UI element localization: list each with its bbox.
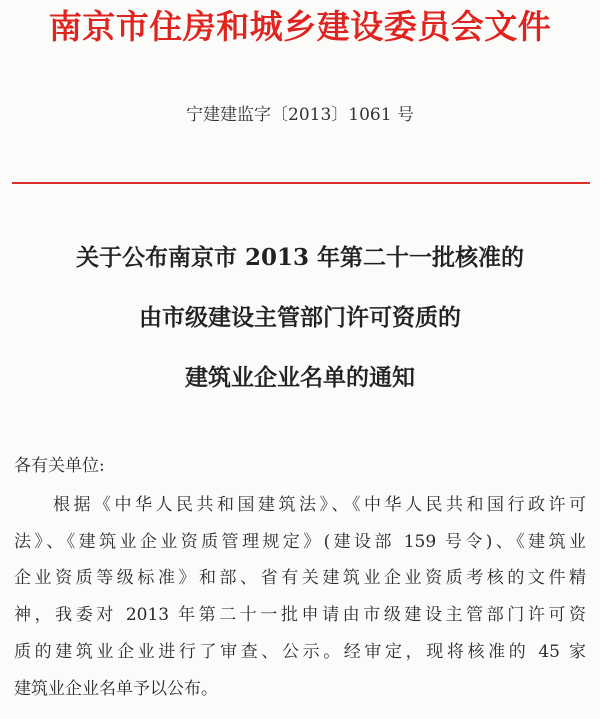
body-paragraph-line: 法》、《建筑业企业资质管理规定》(建设部 159 号令)、《建筑业 <box>14 532 586 552</box>
body-paragraph-line: 神，我委对 2013 年第二十一批申请由市级建设主管部门许可资 <box>14 605 586 625</box>
body-paragraph-line: 根据《中华人民共和国建筑法》、《中华人民共和国行政许可 <box>53 495 586 515</box>
body-paragraph-line: 建筑业企业名单予以公布。 <box>14 679 218 699</box>
notice-title-line-1: 关于公布南京市 2013 年第二十一批核准的 <box>75 244 525 271</box>
red-divider-line <box>12 182 590 184</box>
notice-title-line-2: 由市级建设主管部门许可资质的 <box>139 304 461 331</box>
document-number: 宁建建监字〔2013〕1061 号 <box>186 105 414 125</box>
body-paragraph-line: 质的建筑业企业进行了审查、公示。经审定，现将核准的 45 家 <box>14 642 586 662</box>
body-paragraph-line: 企业资质等级标准》和部、省有关建筑业企业资质考核的文件精 <box>14 568 586 588</box>
notice-title-line-3: 建筑业企业名单的通知 <box>185 364 415 391</box>
salutation: 各有关单位: <box>14 456 105 476</box>
agency-header: 南京市住房和城乡建设委员会文件 <box>48 7 552 46</box>
